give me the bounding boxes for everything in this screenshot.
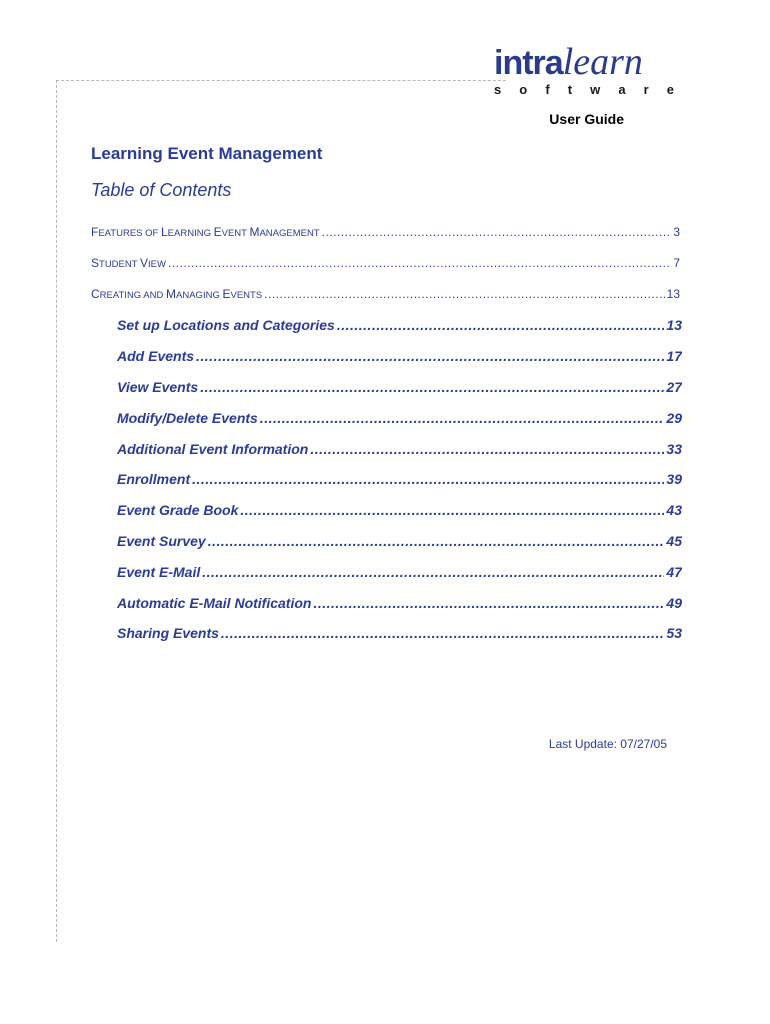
toc-entry[interactable] <box>117 379 682 395</box>
toc-title-rest: ANAGING <box>176 289 223 301</box>
toc-title-rest: VENT <box>221 228 250 239</box>
toc-entry-title: Event Grade Book <box>117 502 239 519</box>
toc-leader-dots <box>337 317 665 333</box>
logo-tagline-letter: t <box>567 82 573 97</box>
toc-entry-title: Automatic E-Mail Notification <box>117 594 312 611</box>
toc-title-rest: TUDENT <box>99 258 141 270</box>
toc-page-number: 13 <box>666 286 680 301</box>
toc-entry-title: Additional Event Information <box>117 440 309 457</box>
logo-tagline <box>494 82 674 97</box>
toc-page-number: 45 <box>666 533 682 549</box>
logo-tagline-letter: a <box>618 82 626 97</box>
toc-entry-title: Set up Locations and Categories <box>117 317 335 334</box>
toc-entry[interactable] <box>117 410 682 426</box>
toc-title-initial: C <box>91 286 100 301</box>
toc-title-initial: E <box>213 225 222 239</box>
toc-leader-dots <box>322 225 672 239</box>
toc-entry[interactable] <box>117 441 682 457</box>
toc-page-number: 27 <box>666 379 682 395</box>
logo-tagline-letter: e <box>666 82 674 97</box>
toc-entry-title: Event Survey <box>117 533 206 549</box>
toc-title-initial: V <box>140 255 149 270</box>
toc-page-number: 49 <box>666 594 682 611</box>
logo-learn: learn <box>562 41 643 83</box>
toc-title-initial: M <box>166 286 177 301</box>
toc-page-number: 17 <box>666 348 682 365</box>
toc-page-number: 3 <box>673 225 680 239</box>
last-update: Last Update: 07/27/05 <box>548 737 667 751</box>
toc-leader-dots <box>168 256 671 270</box>
toc-title-initial: M <box>249 225 260 239</box>
logo-tagline-letter: s <box>494 82 502 97</box>
toc-title-initial: S <box>91 255 100 270</box>
toc-heading: Table of Contents <box>91 180 232 200</box>
toc-page-number: 39 <box>666 471 682 488</box>
toc-page-number: 33 <box>666 440 682 457</box>
toc-entry[interactable] <box>117 564 682 580</box>
toc-entry[interactable] <box>117 625 682 641</box>
toc-leader-dots <box>221 625 665 641</box>
toc-entry[interactable] <box>117 595 682 611</box>
toc-entry[interactable] <box>117 317 682 333</box>
intralearn-logo <box>494 41 674 100</box>
logo-intra: intra <box>494 44 563 82</box>
toc-title-rest: IEW <box>148 258 166 270</box>
toc-leader-dots <box>240 502 664 518</box>
toc-page-number: 47 <box>666 563 682 580</box>
toc-leader-dots <box>208 533 665 549</box>
toc-entry[interactable] <box>91 256 680 270</box>
toc-leader-dots <box>313 595 664 611</box>
toc-page-number: 13 <box>666 317 682 334</box>
logo-tagline-letter: f <box>545 82 550 97</box>
toc-leader-dots <box>200 379 664 395</box>
toc-title-initial: F <box>91 225 99 239</box>
toc-leader-dots <box>196 348 664 364</box>
toc-leader-dots <box>260 410 665 426</box>
toc-title-rest: REATING AND <box>99 289 167 301</box>
toc-entry-title: Modify/Delete Events <box>117 409 258 426</box>
crop-mark-left <box>56 80 57 942</box>
logo-tagline-letter: r <box>643 82 649 97</box>
toc-title-initial: L <box>160 225 168 239</box>
toc-entry[interactable] <box>117 471 682 487</box>
toc-entry[interactable] <box>117 348 682 364</box>
toc-entry-title <box>91 256 166 270</box>
toc-entry-title: Event E-Mail <box>117 563 201 580</box>
logo-tagline-letter: w <box>590 82 601 97</box>
document-title: Learning Event Management <box>91 144 323 163</box>
toc-title-rest: ANAGEMENT <box>259 228 320 239</box>
toc-title-rest: EATURES OF <box>98 228 161 239</box>
logo-tagline-letter: o <box>519 82 528 97</box>
toc-leader-dots <box>310 441 664 457</box>
toc-entry[interactable] <box>117 533 682 549</box>
toc-leader-dots <box>264 287 664 301</box>
toc-entry-title <box>91 287 262 301</box>
toc-page-number: 29 <box>666 409 682 426</box>
toc-page-number: 7 <box>673 255 680 270</box>
toc-title-rest: VENTS <box>230 289 263 301</box>
toc-title-initial: E <box>222 286 231 301</box>
toc-entry[interactable] <box>91 287 680 301</box>
toc-page-number: 53 <box>666 625 682 642</box>
toc-entry-title: View Events <box>117 379 199 395</box>
toc-page-number: 43 <box>666 502 682 519</box>
toc-leader-dots <box>202 564 664 580</box>
toc-entry-title: Sharing Events <box>117 625 219 642</box>
crop-mark-top <box>56 80 506 81</box>
toc-leader-dots <box>192 471 664 487</box>
toc-entry-title <box>91 225 320 239</box>
toc-entry[interactable] <box>91 225 680 239</box>
toc-entry[interactable] <box>117 502 682 518</box>
user-guide-label: User Guide <box>549 111 624 127</box>
toc-entry-title: Enrollment <box>117 471 191 488</box>
toc-entry-title: Add Events <box>117 348 195 365</box>
toc-title-rest: EARNING <box>167 228 214 239</box>
